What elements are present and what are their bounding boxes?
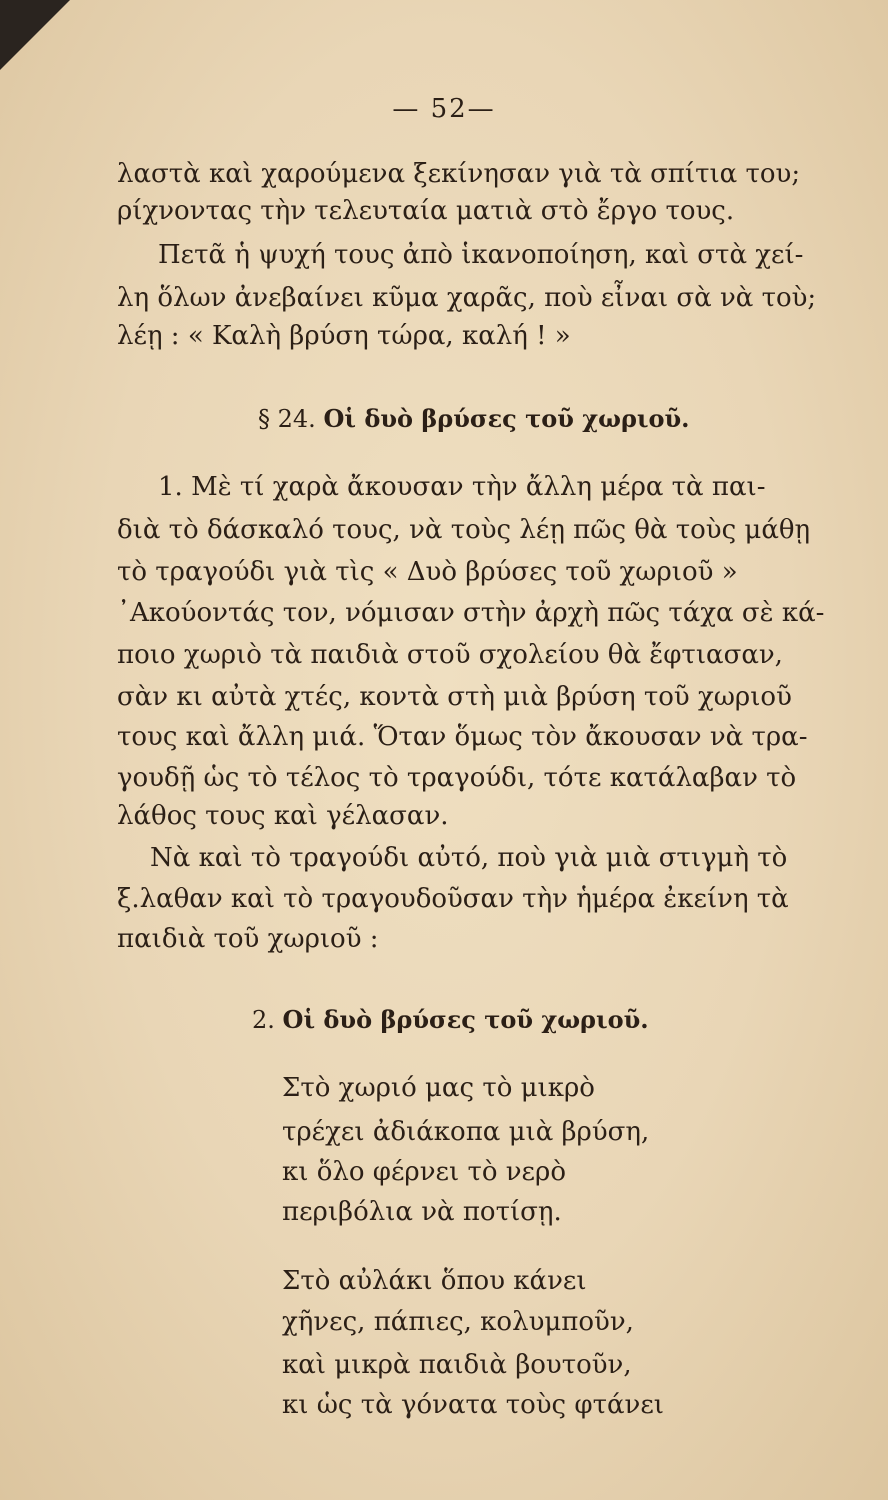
poem-line: χῆνες, πάπιες, κολυμποῦν, [282, 1307, 634, 1337]
section-heading [258, 404, 690, 434]
poem-line: Στὸ χωριό μας τὸ μικρὸ [282, 1073, 595, 1103]
poem-line: κι ὡς τὰ γόνατα τοὺς φτάνει [282, 1390, 664, 1420]
poem-line: περιβόλια νὰ ποτίσῃ. [282, 1197, 562, 1227]
body-line: γουδῇ ὡς τὸ τέλος τὸ τραγούδι, τότε κατάλαβαν τὸ [117, 763, 797, 793]
body-line: τους καὶ ἄλλη μιά. Ὅταν ὅμως τὸν ἄκουσαν νὰ τρα- [117, 722, 808, 752]
intro-line: λέῃ : « Καλὴ βρύση τώρα, καλή ! » [117, 321, 571, 351]
poem-line: Στὸ αὐλάκι ὅπου κάνει [282, 1266, 587, 1296]
intro-line: Πετᾶ ἡ ψυχή τους ἀπὸ ἱκανοποίηση, καὶ στὰ χεί- [158, 240, 804, 270]
poem-heading [252, 1005, 649, 1035]
poem-line: τρέχει ἀδιάκοπα μιὰ βρύση, [282, 1117, 650, 1147]
section-symbol: § 24. [258, 405, 316, 433]
poem-number: 2. [252, 1006, 275, 1034]
intro-line: λη ὅλων ἀνεβαίνει κῦμα χαρᾶς, ποὺ εἶναι σὰ νὰ τοὺ; [117, 283, 817, 313]
body-line: 1. Μὲ τί χαρὰ ἄκουσαν τὴν ἄλλη μέρα τὰ παι- [158, 472, 766, 502]
body-line: παιδιὰ τοῦ χωριοῦ : [117, 924, 379, 954]
body-line: Νὰ καὶ τὸ τραγούδι αὐτό, ποὺ γιὰ μιὰ στιγμὴ τὸ [150, 843, 788, 873]
body-line: λάθος τους καὶ γέλασαν. [117, 801, 449, 831]
body-line: σὰν κι αὐτὰ χτές, κοντὰ στὴ μιὰ βρύση τοῦ χωριοῦ [117, 682, 792, 712]
poem-line: καὶ μικρὰ παιδιὰ βουτοῦν, [282, 1350, 632, 1380]
section-title: Οἱ δυὸ βρύσες τοῦ χωριοῦ. [323, 404, 690, 433]
poem-title: Οἱ δυὸ βρύσες τοῦ χωριοῦ. [282, 1005, 649, 1034]
poem-line: κι ὅλο φέρνει τὸ νερὸ [282, 1157, 566, 1187]
body-line: διὰ τὸ δάσκαλό τους, νὰ τοὺς λέῃ πῶς θὰ τοὺς μάθῃ [117, 515, 811, 545]
body-line: τὸ τραγούδι γιὰ τὶς « Δυὸ βρύσες τοῦ χωριοῦ » [117, 557, 738, 587]
intro-line: λαστὰ καὶ χαρούμενα ξεκίνησαν γιὰ τὰ σπίτια του; [117, 159, 801, 189]
page-corner-fold [0, 0, 70, 70]
page-number: — 52— [392, 94, 496, 124]
body-line: ᾿Ακούοντάς τον, νόμισαν στὴν ἀρχὴ πῶς τάχα σὲ κά- [117, 598, 825, 628]
intro-line: ρίχνοντας τὴν τελευταία ματιὰ στὸ ἔργο τους. [117, 196, 735, 226]
body-line: ποιο χωριὸ τὰ παιδιὰ στοῦ σχολείου θὰ ἔφτιασαν, [117, 640, 783, 670]
body-line: ξ.λαθαν καὶ τὸ τραγουδοῦσαν τὴν ἡμέρα ἐκείνη τὰ [117, 884, 789, 914]
